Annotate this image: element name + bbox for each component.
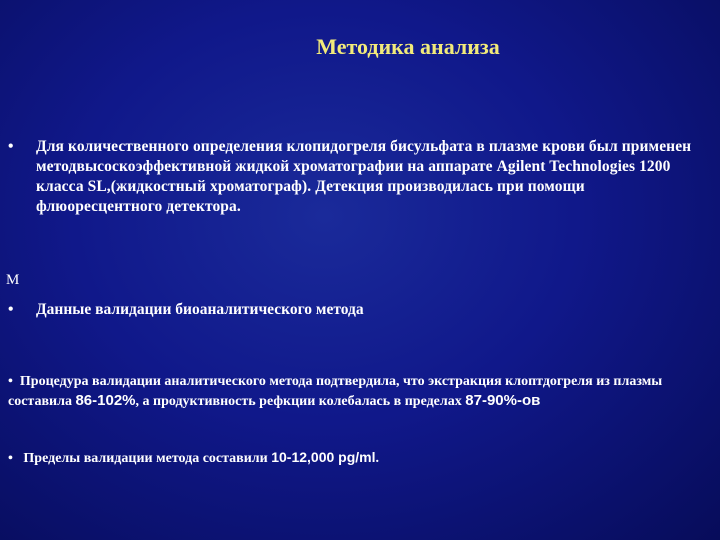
- methodology-text: Для количественного определения клопидогреля бисульфата в плазме крови был применен методвысоскоэффективной жидкой хроматографии на аппарате Agilent Technologies 1200 класса SL,(жидкостный хроматограф). Детекция производилась при помощи флюоресцентного детектора.: [36, 138, 692, 215]
- limits-paragraph: [8, 447, 708, 469]
- extraction-text-mid: , а продуктивность рефкции колебалась в пределах: [135, 394, 466, 409]
- validation-heading-text: Данные валидации биоаналитического метода: [36, 301, 364, 318]
- slide-title: Методика анализа: [316, 34, 500, 59]
- extraction-range-value: 86-102%: [75, 392, 136, 409]
- productivity-range-value: 87-90%-ов: [465, 392, 541, 409]
- marker-letter: M: [6, 272, 20, 288]
- methodology-paragraph: [8, 137, 714, 217]
- bullet-icon: •: [8, 451, 13, 466]
- validation-heading: [8, 300, 708, 320]
- limits-text-end: .: [375, 451, 380, 466]
- bullet-icon: •: [8, 138, 14, 155]
- extraction-paragraph: [8, 372, 718, 411]
- bullet-icon: •: [8, 374, 13, 389]
- extraction-text-start: Процедура валидации аналитического метода подтвердила, что экстракция клоптдогреля из плазмы составила: [8, 374, 663, 409]
- bullet-icon: •: [8, 301, 14, 318]
- limits-value: 10-12,000 pg/ml: [271, 449, 376, 465]
- limits-text-start: Пределы валидации метода составили: [23, 451, 272, 466]
